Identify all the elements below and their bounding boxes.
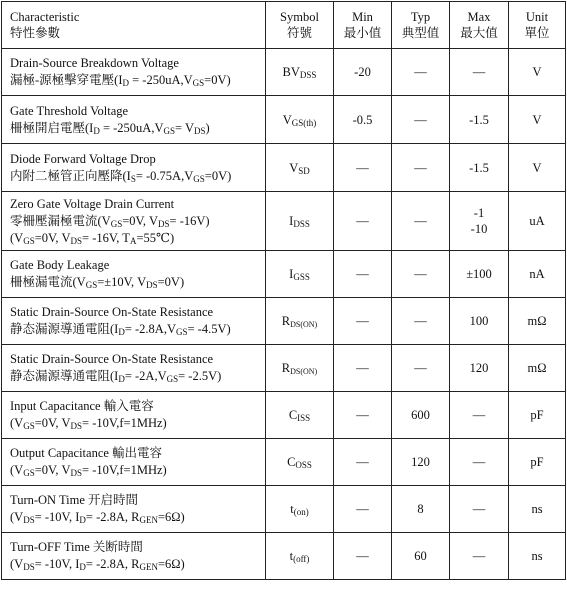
max-cell: —: [450, 533, 509, 580]
typ-cell: —: [392, 298, 450, 345]
min-cell: —: [334, 486, 392, 533]
characteristic-cell: Drain-Source Breakdown Voltage 漏極-源極擊穿電壓$(I_D = -250uA,V_{GS}=0V)$: [2, 49, 266, 96]
typ-cell: —: [392, 345, 450, 392]
typ-cell: —: [392, 144, 450, 192]
header-typ: Typ 典型值: [392, 2, 450, 49]
typ-cell: —: [392, 49, 450, 96]
symbol-cell: $C_{OSS}$: [266, 439, 334, 486]
characteristic-cell: Static Drain-Source On-State Resistance 静态漏源導通電阻$(I_D= -2.8A,V_{GS}= -4.5V)$: [2, 298, 266, 345]
header-min: Min 最小值: [334, 2, 392, 49]
min-cell: —: [334, 144, 392, 192]
max-cell: -1 -10: [450, 192, 509, 251]
table-row: [2, 439, 566, 486]
characteristic-cell: Static Drain-Source On-State Resistance 静态漏源導通電阻$(I_D= -2A,V_{GS}= -2.5V)$: [2, 345, 266, 392]
max-cell: —: [450, 49, 509, 96]
unit-cell: uA: [509, 192, 566, 251]
symbol-cell: $I_{GSS}$: [266, 251, 334, 298]
max-cell: —: [450, 439, 509, 486]
min-cell: —: [334, 251, 392, 298]
symbol-cell: $R_{DS(ON)}$: [266, 298, 334, 345]
typ-cell: 120: [392, 439, 450, 486]
min-cell: —: [334, 392, 392, 439]
table-row: [2, 144, 566, 192]
min-cell: —: [334, 298, 392, 345]
table-row: [2, 49, 566, 96]
header-unit: Unit 單位: [509, 2, 566, 49]
typ-cell: 600: [392, 392, 450, 439]
characteristic-cell: Zero Gate Voltage Drain Current 零柵壓漏極電流($V_{GS}=0V$, $V_{DS}= -16V$) ($V_{GS}=0V$, $V_{DS}= -16V$, $T_A=55℃$): [2, 192, 266, 251]
characteristic-cell: Diode Forward Voltage Drop 内附二極管正向壓降$(I_S= -0.75A,V_{GS}=0V)$: [2, 144, 266, 192]
unit-cell: ns: [509, 486, 566, 533]
unit-cell: mΩ: [509, 345, 566, 392]
min-cell: —: [334, 439, 392, 486]
table-row: [2, 251, 566, 298]
table-row: [2, 392, 566, 439]
typ-cell: 8: [392, 486, 450, 533]
unit-cell: pF: [509, 392, 566, 439]
unit-cell: mΩ: [509, 298, 566, 345]
unit-cell: nA: [509, 251, 566, 298]
characteristic-cell: Gate Body Leakage 柵極漏電流($V_{GS}=\pm 10V$, $V_{DS}=0V$): [2, 251, 266, 298]
characteristic-cell: Gate Threshold Voltage 柵極開启電壓$(I_D = -250uA,V_{GS}= V_{DS})$: [2, 96, 266, 144]
table-row: [2, 298, 566, 345]
unit-cell: V: [509, 49, 566, 96]
min-cell: -20: [334, 49, 392, 96]
characteristic-cell: Output Capacitance 輸出電容 ($V_{GS}=0V$, $V_{DS}= -10V,f=1MHz$): [2, 439, 266, 486]
table-row: [2, 486, 566, 533]
table-row: [2, 192, 566, 251]
characteristic-cell: Turn-ON Time 开启時間 ($V_{DS}= -10V$, $I_D= -2.8A$, $R_{GEN}=6\Omega$): [2, 486, 266, 533]
unit-cell: ns: [509, 533, 566, 580]
typ-cell: —: [392, 251, 450, 298]
min-cell: —: [334, 345, 392, 392]
max-cell: 120: [450, 345, 509, 392]
max-cell: —: [450, 486, 509, 533]
table-row: [2, 96, 566, 144]
max-cell: -1.5: [450, 144, 509, 192]
characteristic-cell: Turn-OFF Time 关断時間 ($V_{DS}= -10V$, $I_D= -2.8A$, $R_{GEN}=6\Omega$): [2, 533, 266, 580]
symbol-cell: $t_{(off)}$: [266, 533, 334, 580]
characteristic-cell: Input Capacitance 輸入電容 ($V_{GS}=0V$, $V_{DS}= -10V,f=1MHz$): [2, 392, 266, 439]
unit-cell: V: [509, 96, 566, 144]
max-cell: ±100: [450, 251, 509, 298]
unit-cell: V: [509, 144, 566, 192]
table-row: [2, 345, 566, 392]
max-cell: —: [450, 392, 509, 439]
symbol-cell: $V_{GS(th)}$: [266, 96, 334, 144]
header-max: Max 最大值: [450, 2, 509, 49]
symbol-cell: $R_{DS(ON)}$: [266, 345, 334, 392]
symbol-cell: $C_{ISS}$: [266, 392, 334, 439]
min-cell: —: [334, 192, 392, 251]
symbol-cell: $I_{DSS}$: [266, 192, 334, 251]
max-cell: 100: [450, 298, 509, 345]
symbol-cell: $t_{(on)}$: [266, 486, 334, 533]
typ-cell: —: [392, 192, 450, 251]
electrical-characteristics-table: [1, 1, 566, 580]
min-cell: —: [334, 533, 392, 580]
typ-cell: —: [392, 96, 450, 144]
symbol-cell: $V_{SD}$: [266, 144, 334, 192]
typ-cell: 60: [392, 533, 450, 580]
unit-cell: pF: [509, 439, 566, 486]
symbol-cell: $BV_{DSS}$: [266, 49, 334, 96]
header-row: [2, 2, 566, 49]
max-cell: -1.5: [450, 96, 509, 144]
min-cell: -0.5: [334, 96, 392, 144]
table-row: [2, 533, 566, 580]
header-symbol: Symbol 符號: [266, 2, 334, 49]
header-characteristic: Characteristic 特性參數: [2, 2, 266, 49]
